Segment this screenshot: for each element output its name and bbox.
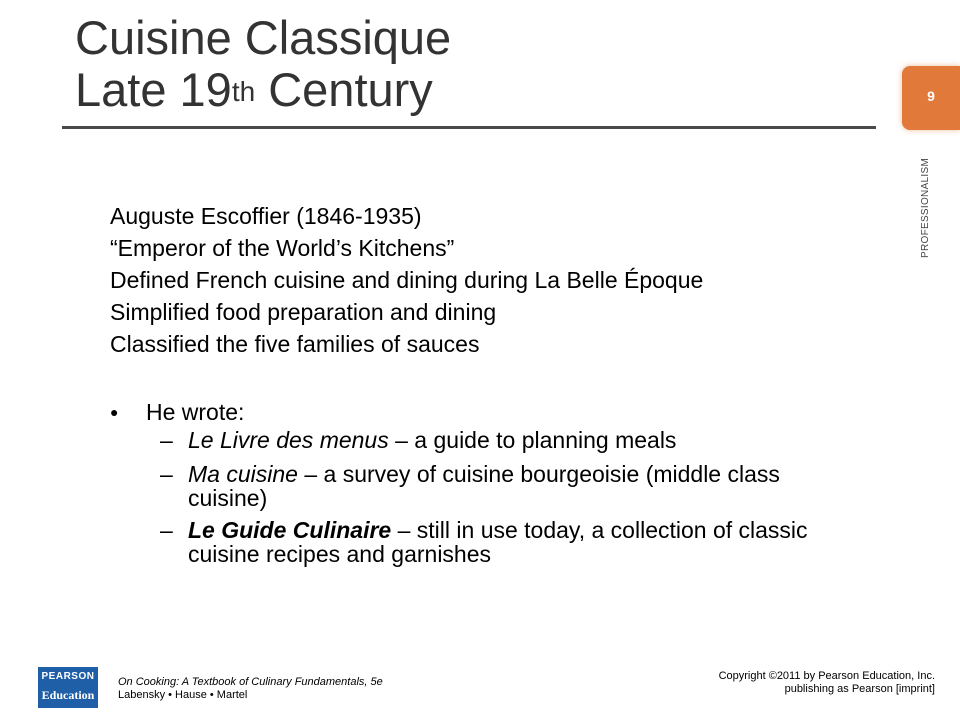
sub-item-text [188, 462, 828, 510]
copyright-notice [719, 670, 935, 696]
body-line: Classified the five families of sauces [110, 331, 480, 357]
sub-item [160, 462, 828, 510]
work-title: Ma cuisine [188, 461, 298, 487]
copyright-line-2: publishing as Pearson [imprint] [784, 683, 935, 695]
dash-icon: – [160, 427, 173, 453]
work-title: Le Guide Culinaire [188, 517, 392, 543]
work-description: – still in use today, a collection of classic cuisine recipes and garnishes [188, 517, 808, 567]
title-line-1: Cuisine Classique [75, 11, 452, 64]
page-number: 9 [927, 88, 935, 104]
slide-title [75, 12, 875, 116]
work-title: Le Livre des menus [188, 427, 389, 453]
body-line: “Emperor of the World’s Kitchens” [110, 235, 455, 261]
slide-body [110, 200, 890, 567]
book-title: On Cooking: A Textbook of Culinary Fundamentals, 5e [118, 676, 383, 688]
title-underline [62, 126, 876, 129]
book-credit [118, 676, 383, 702]
section-label: PROFESSIONALISM [920, 157, 931, 258]
title-line-2-end: Century [255, 63, 433, 116]
logo-text-bottom: Education [41, 688, 95, 702]
body-line: Defined French cuisine and dining during La Belle Époque [110, 267, 704, 293]
title-line-2 [75, 64, 875, 116]
sub-item [160, 518, 828, 566]
title-line-2-start: Late 19 [75, 63, 232, 116]
copyright-line-1: Copyright ©2011 by Pearson Education, Inc. [718, 670, 935, 682]
title-superscript: th [231, 76, 256, 107]
bullet-dot-icon: ● [110, 404, 119, 420]
work-description: – a survey of cuisine bourgeoisie (middle class cuisine) [188, 461, 780, 511]
dash-icon: – [160, 517, 173, 543]
body-line: Auguste Escoffier (1846-1935) [110, 203, 422, 229]
sub-item [160, 428, 828, 452]
pearson-logo [38, 667, 98, 708]
work-description: – a guide to planning meals [388, 427, 677, 453]
sub-item-text [188, 518, 828, 566]
sub-item-text [188, 428, 828, 452]
dash-icon: – [160, 461, 173, 487]
bullet-item [110, 398, 244, 426]
bullet-text: He wrote: [146, 399, 245, 425]
body-line: Simplified food preparation and dining [110, 299, 497, 325]
book-authors: Labensky • Hause • Martel [118, 689, 248, 701]
page-number-tab [902, 66, 960, 130]
logo-text-top: PEARSON [41, 671, 95, 682]
